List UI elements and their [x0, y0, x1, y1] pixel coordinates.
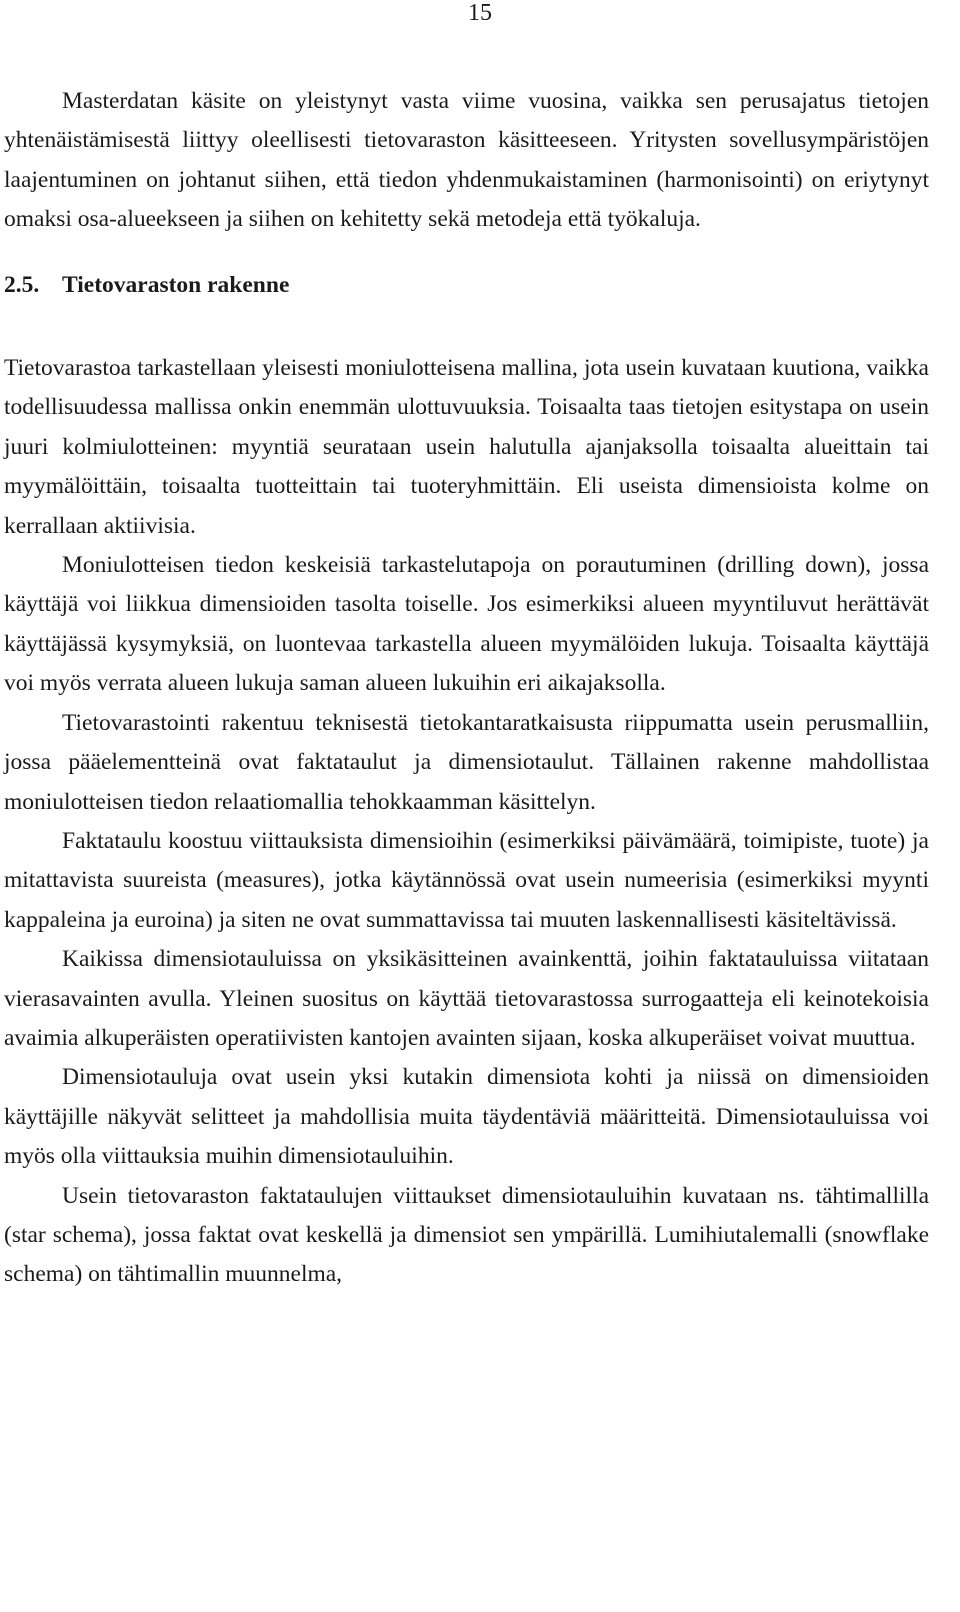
- paragraph: Kaikissa dimensiotauluissa on yksikäsitteinen avainkenttä, joihin faktatauluissa viitataan vierasavainten avulla. Yleinen suositus on käyttää tietovarastossa surrogaatteja eli keinotekoisia avaimia alkuperäisten operatiivisten kantojen avainten sijaan, koska alkuperäiset voivat muuttua.: [4, 946, 929, 1051]
- paragraph: Usein tietovaraston faktataulujen viittaukset dimensiotauluihin kuvataan ns. tähtimallilla (star schema), jossa faktat ovat keskellä ja dimensiot sen ympärillä. Lumihiutalemalli (snowflake schema) on tähtimallin muunnelma,: [4, 1182, 929, 1288]
- section-title: Tietovaraston rakenne: [62, 271, 290, 298]
- page-number: 15: [468, 0, 492, 26]
- paragraph: Dimensiotauluja ovat usein yksi kutakin dimensiota kohti ja niissä on dimensioiden käyttäjille näkyvät selitteet ja mahdollisia muita täydentäviä määritteitä. Dimensiotauluissa voi myös olla viittauksia muihin dimensiotauluihin.: [4, 1064, 929, 1170]
- paragraph: Tietovarastointi rakentuu teknisestä tietokantaratkaisusta riippumatta usein perusmalliin, jossa pääelementteinä ovat faktataulut ja dimensiotaulut. Tällainen rakenne mahdollistaa moniulotteisen tiedon relaatiomallia tehokkaamman käsittelyn.: [4, 709, 929, 815]
- paragraph: Tietovarastoa tarkastellaan yleisesti moniulotteisena mallina, jota usein kuvataan kuutiona, vaikka todellisuudessa mallissa onkin enemmän ulottuvuuksia. Toisaalta taas tietojen esitystapa on usein juuri kolmiulotteinen: myyntiä seurataan usein halutulla ajanjaksolla toisaalta alueittain tai myymälöittäin, toisaalta tuotteittain tai tuoteryhmittäin. Eli useista dimensioista kolme on kerrallaan aktiivisia.: [4, 355, 929, 539]
- paragraph: Faktataulu koostuu viittauksista dimensioihin (esimerkiksi päivämäärä, toimipiste, tuote) ja mitattavista suureista (measures), jotka käytännössä ovat usein numeerisia (esimerkiksi myynti kappaleina ja euroina) ja siten ne ovat summattavissa tai muuten laskennallisesti käsiteltävissä.: [4, 827, 929, 933]
- section-heading: [4, 266, 929, 305]
- document-body: [4, 82, 929, 1295]
- section-number: 2.5.: [4, 271, 40, 298]
- paragraph: Moniulotteisen tiedon keskeisiä tarkastelutapoja on porautuminen (drilling down), jossa käyttäjä voi liikkua dimensioiden tasolta toiselle. Jos esimerkiksi alueen myyntiluvut herättävät käyttäjässä kysymyksiä, on luontevaa tarkastella alueen myymälöiden lukuja. Toisaalta käyttäjä voi myös verrata alueen lukuja saman alueen lukuihin eri aikajaksolla.: [4, 552, 929, 697]
- paragraph: Masterdatan käsite on yleistynyt vasta viime vuosina, vaikka sen perusajatus tietojen yhtenäistämisestä liittyy oleellisesti tietovaraston käsitteeseen. Yritysten sovellusympäristöjen laajentuminen on johtanut siihen, että tiedon yhdenmukaistaminen (harmonisointi) on eriytynyt omaksi osa-alueekseen ja siihen on kehitetty sekä metodeja että työkaluja.: [4, 88, 929, 233]
